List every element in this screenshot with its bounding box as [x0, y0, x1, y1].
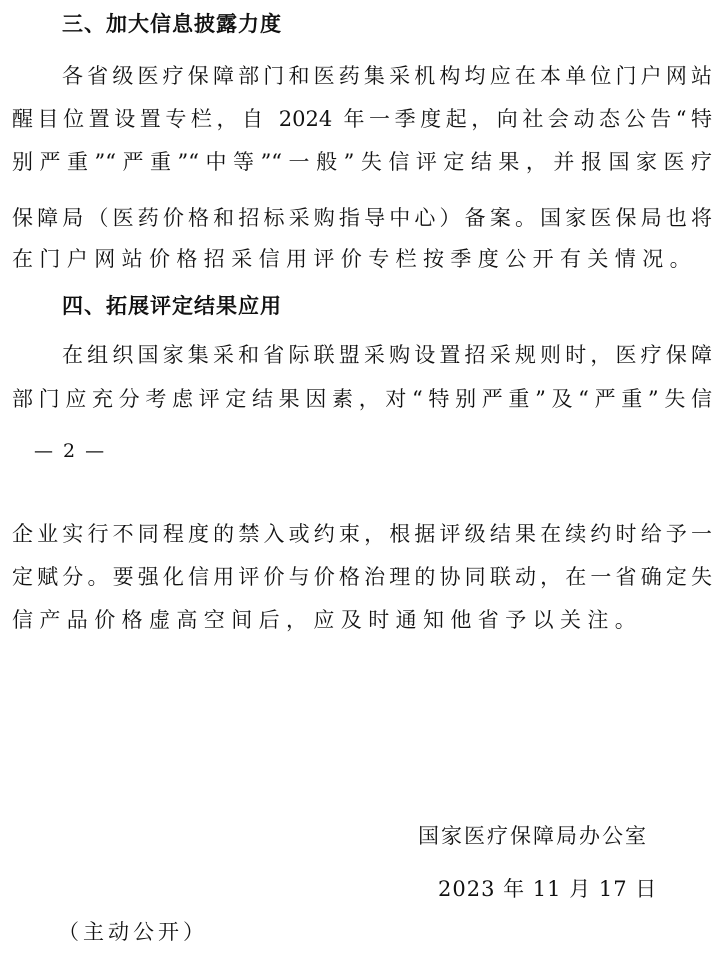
section-3-paragraph-line: 醒目位置设置专栏，自 2024 年一季度起，向社会动态公告“特 — [12, 107, 712, 131]
section-4-paragraph-line: 在组织国家集采和省际联盟采购设置招采规则时，医疗保障 — [62, 343, 712, 367]
page-number: — 2 — — [34, 440, 107, 462]
section-3-paragraph-line: 保障局（医药价格和招标采购指导中心）备案。国家医保局也将 — [12, 206, 712, 230]
issuing-organization: 国家医疗保障局办公室 — [418, 824, 648, 848]
section-4-paragraph-line: 部门应充分考虑评定结果因素，对“特别严重”及“严重”失信 — [12, 387, 712, 411]
section-3-paragraph-line: 别严重”“严重”“中等”“一般”失信评定结果，并报国家医疗 — [12, 150, 712, 174]
issue-date: 2023 年 11 月 17 日 — [438, 877, 658, 901]
section-3-paragraph-line: 各省级医疗保障部门和医药集采机构均应在本单位门户网站 — [62, 64, 712, 88]
section-3-paragraph-line: 在门户网站价格招采信用评价专栏按季度公开有关情况。 — [12, 247, 697, 271]
disclosure-label: （主动公开） — [58, 920, 208, 944]
section-4-paragraph-line: 信产品价格虚高空间后，应及时通知他省予以关注。 — [12, 608, 643, 632]
section-4-paragraph-line: 定赋分。要强化信用评价与价格治理的协同联动，在一省确定失 — [12, 565, 712, 589]
section-4-heading: 四、拓展评定结果应用 — [62, 294, 282, 318]
section-3-heading: 三、加大信息披露力度 — [62, 12, 282, 36]
section-4-paragraph-line: 企业实行不同程度的禁入或约束，根据评级结果在续约时给予一 — [12, 522, 712, 546]
